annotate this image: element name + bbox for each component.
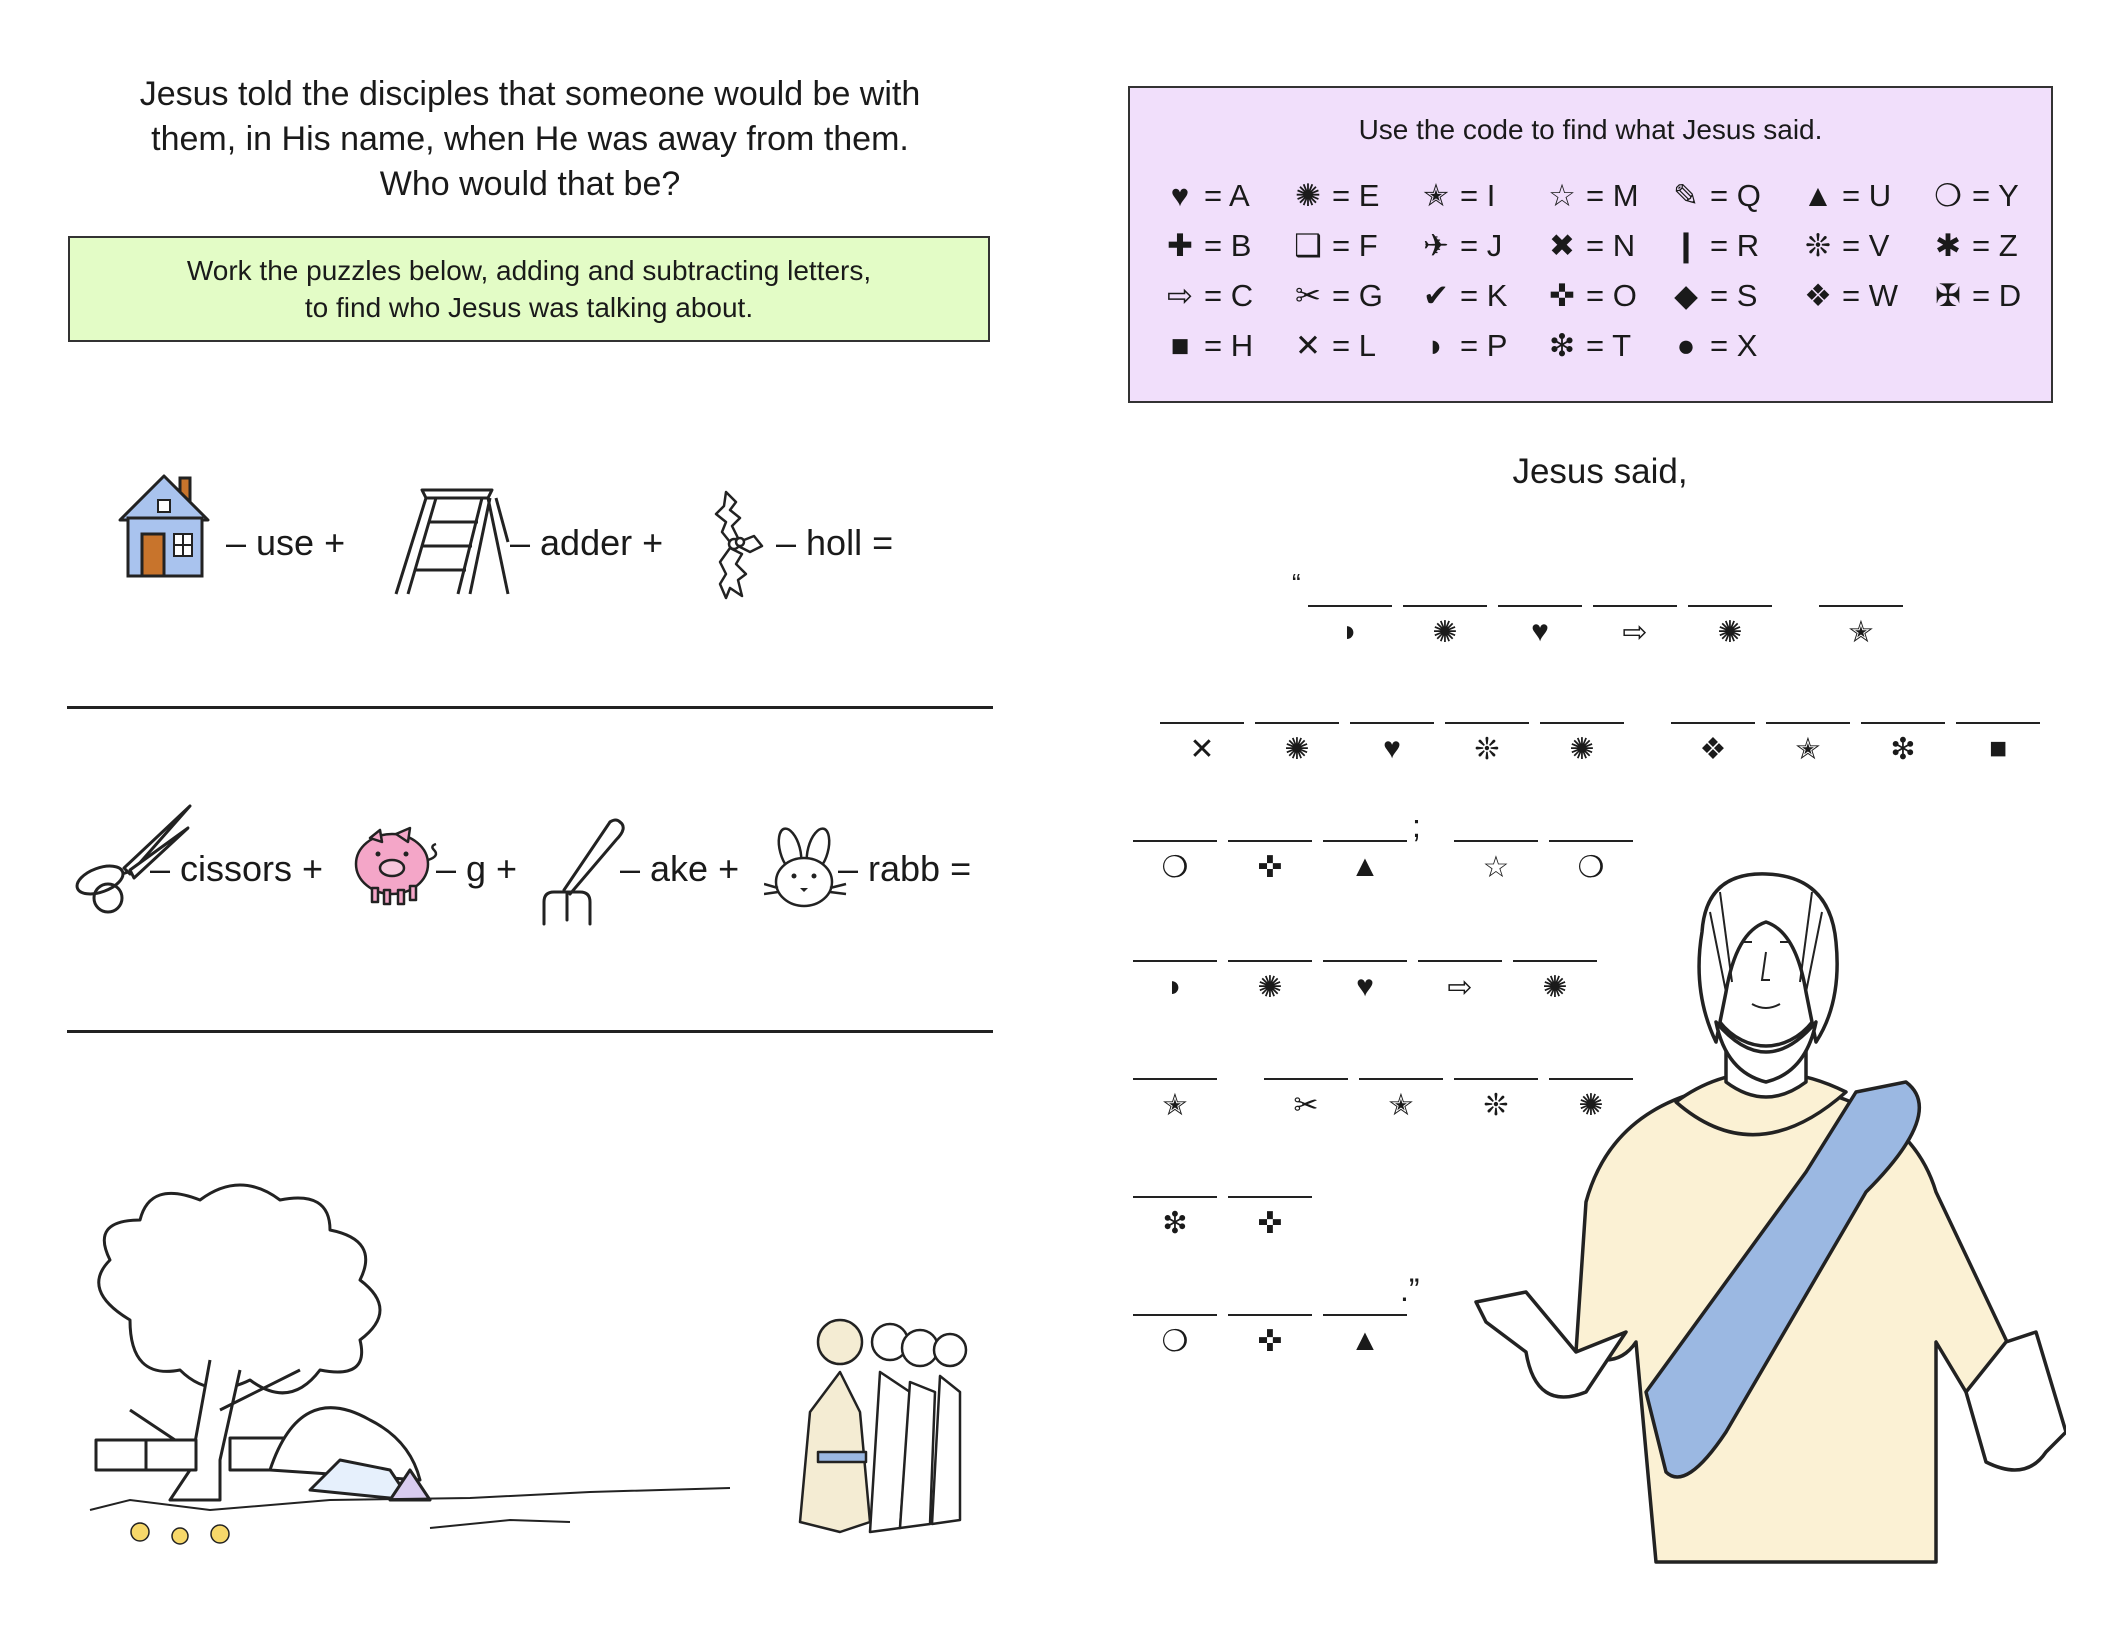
answer-blank (1766, 722, 1850, 767)
code-entry (1418, 178, 1495, 214)
blank-line (1403, 605, 1487, 607)
code-letter: = L (1332, 328, 1376, 363)
blank-line (1308, 605, 1392, 607)
code-letter: = X (1710, 328, 1758, 363)
code-symbol-icon: ☆ (1482, 851, 1510, 884)
puzzle2-text-1: – cissors + (150, 848, 324, 889)
answer-blank (1133, 1314, 1217, 1359)
blank-line (1454, 840, 1538, 842)
code-entry (1162, 178, 1250, 214)
code-entry (1800, 278, 1898, 314)
code-letter: = D (1972, 278, 2022, 313)
code-symbol-icon: ⇨ (1622, 616, 1648, 649)
code-letter: = G (1332, 278, 1383, 313)
code-symbol-icon: ❇ (1890, 733, 1916, 766)
code-symbol-icon: ◗ (1340, 615, 1360, 648)
code-symbol-icon: ✺ (1295, 178, 1321, 213)
semicolon: ; (1412, 808, 1421, 844)
code-entry (1418, 278, 1507, 314)
code-entry (1544, 178, 1639, 214)
instructions-line-1: Work the puzzles below, adding and subtracting letters, (186, 255, 872, 286)
code-symbol-icon: ✔ (1423, 278, 1449, 313)
answer-blank (1688, 605, 1772, 650)
code-symbol-icon: ✱ (1935, 228, 1961, 263)
answer-blank (1228, 1314, 1312, 1359)
answer-blank (1593, 605, 1677, 650)
answer-blank (1133, 840, 1217, 885)
answer-blank (1323, 1314, 1407, 1358)
answer-blank (1133, 1196, 1217, 1241)
blank-line (1323, 1314, 1407, 1316)
jesus-said-label: Jesus said, (1512, 452, 1688, 491)
code-letter: = Z (1972, 228, 2018, 263)
code-letter: = C (1204, 278, 1254, 313)
blank-line (1160, 722, 1244, 724)
answer-blank (1403, 605, 1487, 650)
answer-blank (1540, 722, 1624, 767)
blank-line (1133, 1078, 1217, 1080)
code-symbol-icon: ✎ (1673, 178, 1699, 213)
code-title: Use the code to find what Jesus said. (1358, 114, 1823, 145)
code-letter: = B (1204, 228, 1252, 263)
code-symbol-icon: ❍ (1934, 178, 1962, 213)
code-symbol-icon: ✺ (1257, 971, 1283, 1004)
blank-line (1228, 960, 1312, 962)
code-symbol-icon: ✺ (1569, 733, 1595, 766)
code-symbol-icon: ☆ (1548, 178, 1576, 213)
blank-line (1671, 722, 1755, 724)
code-symbol-icon: ✜ (1257, 851, 1283, 884)
blank-line (1540, 722, 1624, 724)
code-entry (1418, 228, 1502, 264)
code-entry (1544, 278, 1637, 314)
answer-blank (1323, 960, 1407, 1004)
code-entry (1162, 278, 1253, 314)
blank-line (1766, 722, 1850, 724)
answer-blank (1498, 605, 1582, 649)
code-symbol-icon: ❍ (1161, 1325, 1189, 1358)
code-symbol-icon: ❑ (1294, 228, 1322, 263)
code-symbol-icon: ❙ (1673, 228, 1699, 263)
answer-blank (1264, 1078, 1348, 1123)
answer-line-1 (67, 706, 993, 709)
code-entry (1290, 228, 1378, 264)
blank-line (1255, 722, 1339, 724)
answer-blank (1228, 960, 1312, 1005)
code-symbol-icon: ✺ (1284, 733, 1310, 766)
answer-blank (1445, 722, 1529, 767)
code-symbol-icon: ✺ (1432, 616, 1458, 649)
code-symbol-icon: ✠ (1935, 278, 1961, 313)
code-letter: = T (1586, 328, 1632, 363)
blank-line (1323, 960, 1407, 962)
code-symbol-icon: ✕ (1295, 328, 1321, 363)
puzzle1-text-3: – holl = (776, 522, 894, 563)
code-symbol-icon: ✖ (1549, 228, 1575, 263)
puzzle1-text-2: – adder + (510, 522, 664, 563)
code-entry (1930, 178, 2019, 214)
code-symbol-icon: ❇ (1549, 328, 1575, 363)
blank-line (1498, 605, 1582, 607)
answer-blank (1308, 605, 1392, 649)
code-symbol-icon: ▲ (1802, 178, 1834, 213)
answer-blank (1861, 722, 1945, 767)
puzzle2-text-3: – ake + (620, 848, 740, 889)
code-symbol-icon: ❊ (1805, 228, 1831, 263)
code-symbol-icon: ✜ (1257, 1207, 1283, 1240)
blank-line (1228, 1314, 1312, 1316)
code-symbol-icon: ✺ (1578, 1089, 1604, 1122)
blank-line (1228, 840, 1312, 842)
answer-line-2 (67, 1030, 993, 1033)
answer-blank (1350, 722, 1434, 766)
code-letter: = P (1460, 328, 1508, 363)
code-symbol-icon: ◆ (1674, 278, 1698, 313)
code-entry (1800, 178, 1891, 214)
blank-line (1861, 722, 1945, 724)
code-entry (1290, 328, 1376, 364)
code-entry (1544, 328, 1631, 364)
code-symbol-icon: ❍ (1577, 851, 1605, 884)
code-symbol-icon: ✭ (1795, 733, 1821, 766)
code-symbol-icon: ✚ (1167, 228, 1193, 263)
code-letter: = U (1842, 178, 1892, 213)
open-quote: “ (1292, 568, 1301, 598)
code-letter: = K (1460, 278, 1508, 313)
blank-line (1359, 1078, 1443, 1080)
code-entry (1162, 228, 1251, 264)
blank-line (1228, 1196, 1312, 1198)
blank-line (1819, 605, 1903, 607)
puzzle1-text-1: – use + (226, 522, 346, 563)
answer-blank (1255, 722, 1339, 767)
code-letter: = N (1586, 228, 1636, 263)
ladder-icon (392, 482, 512, 607)
blank-line (1445, 722, 1529, 724)
code-letter: = V (1842, 228, 1890, 263)
code-entry (1668, 328, 1757, 364)
answer-blank (1956, 722, 2040, 766)
code-symbol-icon: ✭ (1162, 1089, 1188, 1122)
instructions-box (68, 236, 990, 342)
code-entry (1668, 278, 1757, 314)
answer-blank (1819, 605, 1903, 650)
jesus-illustration (1466, 872, 2066, 1577)
code-symbol-icon: ◗ (1426, 328, 1446, 363)
code-entry (1544, 228, 1635, 264)
code-symbol-icon: ♥ (1383, 732, 1401, 765)
code-symbol-icon: ⇨ (1447, 971, 1473, 1004)
code-symbol-icon: ❖ (1699, 733, 1727, 766)
blank-line (1133, 840, 1217, 842)
code-symbol-icon: ◗ (1165, 970, 1185, 1003)
puzzle2-text-4: – rabb = (838, 848, 972, 889)
blank-line (1956, 722, 2040, 724)
blank-line (1133, 1314, 1217, 1316)
house-icon (118, 470, 210, 585)
code-letter: = J (1460, 228, 1503, 263)
code-entry (1800, 228, 1889, 264)
blank-line (1133, 1196, 1217, 1198)
code-symbol-icon: ■ (1170, 328, 1190, 363)
code-symbol-icon: ✭ (1388, 1089, 1414, 1122)
code-symbol-icon: ● (1676, 328, 1696, 363)
code-letter: = M (1586, 178, 1639, 213)
answer-blank (1228, 1196, 1312, 1241)
code-symbol-icon: ✺ (1717, 616, 1743, 649)
rake-icon (540, 816, 630, 931)
code-letter: = Y (1972, 178, 2019, 213)
code-symbol-icon: ❊ (1474, 733, 1500, 766)
code-entry (1290, 178, 1379, 214)
close-quote: .” (1400, 1272, 1420, 1308)
code-symbol-icon: ✂ (1293, 1089, 1319, 1122)
code-symbol-icon: ❊ (1483, 1089, 1509, 1122)
code-entry (1290, 278, 1383, 314)
code-symbol-icon: ▲ (1350, 850, 1380, 883)
code-letter: = F (1332, 228, 1378, 263)
code-symbol-icon: ♥ (1531, 615, 1549, 648)
holly-icon (696, 488, 766, 609)
answer-blank (1228, 840, 1312, 885)
code-symbol-icon: ✜ (1549, 278, 1575, 313)
code-letter: = E (1332, 178, 1380, 213)
blank-line (1350, 722, 1434, 724)
answer-blank (1160, 722, 1244, 767)
answer-blank (1133, 960, 1217, 1004)
code-symbol-icon: ♥ (1170, 178, 1190, 213)
code-symbol-icon: ✂ (1295, 278, 1321, 313)
intro-line-3: Who would that be? (379, 165, 681, 203)
code-symbol-icon: ✭ (1848, 616, 1874, 649)
pig-icon (352, 826, 442, 911)
tree-landscape-illustration (70, 1170, 1000, 1575)
code-symbol-icon: ❍ (1161, 851, 1189, 884)
blank-line (1264, 1078, 1348, 1080)
code-symbol-icon: ■ (1988, 732, 2008, 765)
code-letter: = H (1204, 328, 1254, 363)
code-letter: = A (1204, 178, 1250, 213)
code-letter: = S (1710, 278, 1758, 313)
blank-line (1688, 605, 1772, 607)
code-symbol-icon: ✭ (1423, 178, 1449, 213)
code-entry (1668, 228, 1759, 264)
code-letter: = O (1586, 278, 1637, 313)
code-letter: = I (1460, 178, 1496, 213)
intro-line-1: Jesus told the disciples that someone would be with (139, 75, 921, 113)
code-letter: = W (1842, 278, 1898, 313)
code-letter: = R (1710, 228, 1760, 263)
answer-blank (1133, 1078, 1217, 1123)
blank-line (1323, 840, 1407, 842)
instructions-line-2: to find who Jesus was talking about. (304, 292, 754, 323)
code-entry (1930, 228, 2018, 264)
answer-blank (1671, 722, 1755, 767)
intro-line-2: them, in His name, when He was away from them. (151, 120, 909, 158)
code-entry (1162, 328, 1253, 364)
blank-line (1133, 960, 1217, 962)
answer-blank (1323, 840, 1407, 884)
code-entry (1418, 328, 1507, 364)
code-symbol-icon: ⇨ (1167, 278, 1193, 313)
code-letter: = Q (1710, 178, 1761, 213)
blank-line (1593, 605, 1677, 607)
answer-blank (1359, 1078, 1443, 1123)
code-symbol-icon: ♥ (1356, 970, 1374, 1003)
puzzle2-text-2: – g + (436, 848, 518, 889)
code-symbol-icon: ✈ (1423, 228, 1449, 263)
code-symbol-icon: ❇ (1162, 1207, 1188, 1240)
code-symbol-icon: ✕ (1189, 733, 1215, 766)
code-symbol-icon: ✺ (1542, 971, 1568, 1004)
code-symbol-icon: ▲ (1350, 1324, 1380, 1357)
blank-line (1549, 840, 1633, 842)
intro-text (70, 72, 990, 207)
code-entry (1668, 178, 1761, 214)
code-symbol-icon: ✜ (1257, 1325, 1283, 1358)
code-symbol-icon: ❖ (1804, 278, 1832, 313)
code-entry (1930, 278, 2021, 314)
